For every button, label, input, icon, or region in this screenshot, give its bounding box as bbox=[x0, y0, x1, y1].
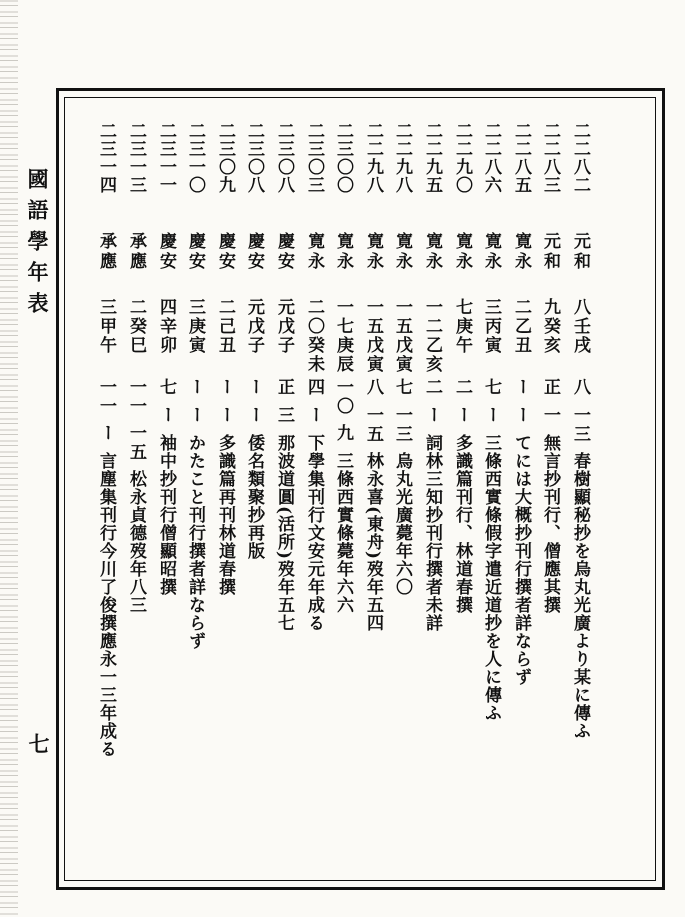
entry-event: 多識篇再刊林道春撰 bbox=[215, 434, 235, 596]
entry-era-year: 九癸亥 bbox=[540, 298, 560, 355]
entry-event: 無言抄刊行、僧應其撰 bbox=[540, 434, 560, 614]
page-number: 七 bbox=[26, 733, 51, 754]
table-row bbox=[240, 122, 267, 862]
entry-year: 二二九八 bbox=[392, 122, 412, 194]
entry-month: 一一 bbox=[96, 378, 116, 416]
entry-era: 慶安 bbox=[274, 232, 294, 272]
entry-month: 一〇 bbox=[333, 378, 353, 416]
entry-day: 三 bbox=[274, 406, 294, 425]
table-row bbox=[388, 122, 415, 862]
entry-day: ー bbox=[422, 406, 442, 425]
entry-day: 一五 bbox=[126, 424, 146, 462]
entry-event: 烏丸光廣薨年六〇 bbox=[392, 452, 412, 596]
entry-year: 二三〇九 bbox=[215, 122, 235, 194]
entry-year: 二二八五 bbox=[511, 122, 531, 194]
entry-event: 那波道圓(活所)歿年五七 bbox=[274, 434, 294, 633]
entry-era: 元和 bbox=[570, 232, 590, 272]
entry-month: 四 bbox=[304, 378, 324, 397]
entry-month: 一一 bbox=[126, 378, 146, 416]
entry-era: 慶安 bbox=[185, 232, 205, 272]
entry-month: ー bbox=[215, 378, 235, 397]
entry-event: 倭名類聚抄再版 bbox=[244, 434, 264, 560]
entry-day: ー bbox=[215, 406, 235, 425]
entry-era-year: 一七庚辰 bbox=[333, 298, 353, 374]
entry-era: 慶安 bbox=[215, 232, 235, 272]
entry-era-year: 三甲午 bbox=[96, 298, 116, 355]
entry-event: 言塵集刊行今川了俊撰應永一三年成る bbox=[96, 452, 116, 758]
entry-year: 二二九〇 bbox=[452, 122, 472, 194]
entry-year: 二二八六 bbox=[481, 122, 501, 194]
entry-year: 二三〇八 bbox=[244, 122, 264, 194]
entry-day: 一五 bbox=[363, 406, 383, 444]
entry-era: 寛永 bbox=[304, 232, 324, 272]
entry-era: 寛永 bbox=[452, 232, 472, 272]
entry-event: 三條西實條薨年六六 bbox=[333, 452, 353, 614]
entry-era: 慶安 bbox=[156, 232, 176, 272]
entry-event: 下學集刊行文安元年成る bbox=[304, 434, 324, 632]
table-row bbox=[152, 122, 179, 862]
entry-era: 慶安 bbox=[244, 232, 264, 272]
entry-year: 二二九八 bbox=[363, 122, 383, 194]
entry-day: ー bbox=[511, 406, 531, 425]
entry-event: 春樹顯秘抄を烏丸光廣より某に傳ふ bbox=[570, 452, 590, 740]
entry-era: 元和 bbox=[540, 232, 560, 272]
entry-event: 袖中抄刊行僧顯昭撰 bbox=[156, 434, 176, 596]
table-row bbox=[566, 122, 593, 862]
entry-day: 一 bbox=[540, 406, 560, 425]
entry-day: ー bbox=[185, 406, 205, 425]
scan-edge bbox=[0, 0, 18, 917]
entry-era-year: 四辛卯 bbox=[156, 298, 176, 355]
entry-day: ー bbox=[96, 424, 116, 443]
entry-era: 寛永 bbox=[333, 232, 353, 272]
entry-month: 七 bbox=[392, 378, 412, 397]
entry-event: 三條西實條假字遣近道抄を人に傳ふ bbox=[481, 434, 501, 722]
entry-year: 二二九五 bbox=[422, 122, 442, 194]
table-row bbox=[181, 122, 208, 862]
entry-year: 二三一一 bbox=[156, 122, 176, 194]
entry-day: ー bbox=[481, 406, 501, 425]
entry-year: 二三〇三 bbox=[304, 122, 324, 194]
entry-era: 寛永 bbox=[363, 232, 383, 272]
entry-era-year: 元戊子 bbox=[244, 298, 264, 355]
entry-era-year: 一二乙亥 bbox=[422, 298, 442, 374]
entry-month: 二 bbox=[422, 378, 442, 397]
entry-month: ー bbox=[244, 378, 264, 397]
entry-day: 九 bbox=[333, 424, 353, 443]
entry-month: ー bbox=[185, 378, 205, 397]
entry-month: 七 bbox=[481, 378, 501, 397]
table-row bbox=[477, 122, 504, 862]
table-row bbox=[507, 122, 534, 862]
entry-event: 詞林三知抄刊行撰者未詳 bbox=[422, 434, 442, 632]
entry-month: 正 bbox=[274, 378, 294, 397]
table-row bbox=[122, 122, 149, 862]
entry-month: 二 bbox=[452, 378, 472, 397]
entry-event: 松永貞德歿年八三 bbox=[126, 470, 146, 614]
entry-year: 二三〇〇 bbox=[333, 122, 353, 194]
table-row bbox=[211, 122, 238, 862]
entry-year: 二三一四 bbox=[96, 122, 116, 194]
entry-year: 二三一三 bbox=[126, 122, 146, 194]
entry-era: 寛永 bbox=[392, 232, 412, 272]
entry-month: ー bbox=[511, 378, 531, 397]
table-row bbox=[92, 122, 119, 862]
entry-event: てには大概抄刊行撰者詳ならず bbox=[511, 434, 531, 686]
entry-era-year: 二〇癸未 bbox=[304, 298, 324, 374]
entry-day: 一三 bbox=[570, 406, 590, 444]
table-row bbox=[418, 122, 445, 862]
table-row bbox=[448, 122, 475, 862]
table-row bbox=[536, 122, 563, 862]
entry-day: ー bbox=[156, 406, 176, 425]
table-row bbox=[329, 122, 356, 862]
entry-era: 承應 bbox=[126, 232, 146, 272]
entry-year: 二二八三 bbox=[540, 122, 560, 194]
entry-era-year: 二己丑 bbox=[215, 298, 235, 355]
entry-era: 寛永 bbox=[511, 232, 531, 272]
entry-month: 八 bbox=[570, 378, 590, 397]
entry-era-year: 二癸巳 bbox=[126, 298, 146, 355]
table-row bbox=[300, 122, 327, 862]
entry-month: 正 bbox=[540, 378, 560, 397]
entry-day: ー bbox=[304, 406, 324, 425]
entry-era-year: 八壬戌 bbox=[570, 298, 590, 355]
entry-month: 七 bbox=[156, 378, 176, 397]
entry-era-year: 二乙丑 bbox=[511, 298, 531, 355]
entry-era-year: 三丙寅 bbox=[481, 298, 501, 355]
entry-event: 林永喜(東舟)歿年五四 bbox=[363, 452, 383, 633]
entry-year: 二三〇八 bbox=[274, 122, 294, 194]
entry-month: 八 bbox=[363, 378, 383, 397]
entry-day: ー bbox=[244, 406, 264, 425]
entry-era: 承應 bbox=[96, 232, 116, 272]
entry-event: 多識篇刊行、林道春撰 bbox=[452, 434, 472, 614]
table-row bbox=[270, 122, 297, 862]
entry-era-year: 一五戊寅 bbox=[392, 298, 412, 374]
entry-event: かたこと刊行撰者詳ならず bbox=[185, 434, 205, 650]
entry-era-year: 三庚寅 bbox=[185, 298, 205, 355]
entry-year: 二二八二 bbox=[570, 122, 590, 194]
entry-day: 一三 bbox=[392, 406, 412, 444]
table-row bbox=[359, 122, 386, 862]
entry-era-year: 元戊子 bbox=[274, 298, 294, 355]
running-title: 國語學年表 bbox=[25, 168, 50, 323]
entry-era: 寛永 bbox=[481, 232, 501, 272]
entry-year: 二三一〇 bbox=[185, 122, 205, 194]
entry-era: 寛永 bbox=[422, 232, 442, 272]
entry-era-year: 一五戊寅 bbox=[363, 298, 383, 374]
entry-era-year: 七庚午 bbox=[452, 298, 472, 355]
entry-day: ー bbox=[452, 406, 472, 425]
